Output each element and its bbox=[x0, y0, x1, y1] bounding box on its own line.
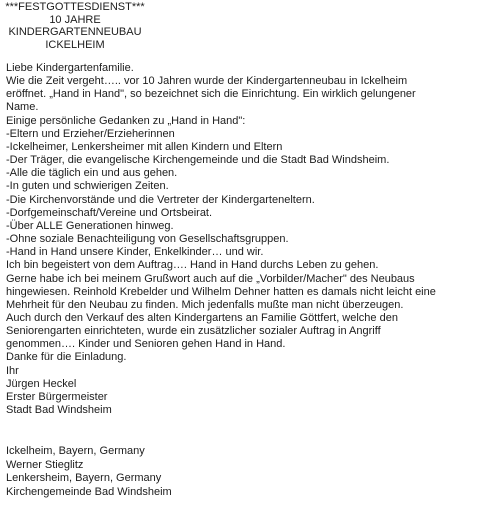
letter-line: Gerne habe ich bei meinem Grußwort auch auf die „Vorbilder/Macher" des Neubaus bbox=[6, 272, 415, 285]
signer-title: Erster Bürgermeister bbox=[6, 390, 108, 403]
letter-line: hingewiesen. Reinhold Krebelder und Wilhelm Dehner hatten es damals nicht leicht eine bbox=[6, 285, 436, 298]
location-line: Ickelheim, Bayern, Germany bbox=[6, 445, 145, 457]
letter-line: Liebe Kindergartenfamilie. bbox=[6, 62, 134, 74]
post-footer bbox=[6, 445, 482, 499]
letter-line: Mehrheit für den Neubau zu finden. Mich jedenfalls mußte man nicht überzeugen. bbox=[6, 298, 404, 311]
author-organization: Kirchengemeinde Bad Windsheim bbox=[6, 485, 172, 498]
letter-line: -Ohne soziale Benachteiligung von Gesellschaftsgruppen. bbox=[6, 233, 289, 246]
header-title: ***FESTGOTTESDIENST*** bbox=[5, 1, 145, 13]
letter-line: Wie die Zeit vergeht….. vor 10 Jahren wurde der Kindergartenneubau in Ickelheim bbox=[6, 75, 408, 88]
letter-line: -Der Träger, die evangelische Kirchengemeinde und die Stadt Bad Windsheim. bbox=[6, 154, 390, 167]
signer-name: Jürgen Heckel bbox=[6, 377, 77, 390]
letter-line: -Hand in Hand unsere Kinder, Enkelkinder… und wir. bbox=[6, 246, 264, 259]
letter-line: -Dorfgemeinschaft/Vereine und Ortsbeirat. bbox=[6, 206, 213, 219]
letter-line: Einige persönliche Gedanken zu „Hand in Hand": bbox=[6, 114, 246, 127]
letter-line: -In guten und schwierigen Zeiten. bbox=[6, 180, 169, 193]
letter-line: Seniorengarten einrichteten, wurde ein zusätzlicher sozialer Auftrag in Angriff bbox=[6, 325, 381, 338]
header-anniversary: 10 JAHRE bbox=[49, 13, 101, 26]
letter-body bbox=[6, 62, 482, 417]
letter-line: Ihr bbox=[6, 364, 19, 377]
header-subject: KINDERGARTENNEUBAU bbox=[8, 26, 142, 39]
letter-line: Danke für die Einladung. bbox=[6, 351, 127, 364]
letter-line: -Die Kirchenvorstände und die Vertreter der Kindergarteneltern. bbox=[6, 193, 315, 206]
letter-line: -Alle die täglich ein und aus gehen. bbox=[6, 167, 178, 180]
letter-line: -Eltern und Erzieher/Erzieherinnen bbox=[6, 127, 175, 140]
post-header bbox=[0, 1, 150, 52]
letter-line: genommen…. Kinder und Senioren gehen Hand in Hand. bbox=[6, 338, 286, 351]
letter-line: eröffnet. „Hand in Hand", so bezeichnet sich die Einrichtung. Ein wirklich gelungener bbox=[6, 88, 416, 101]
letter-line: Auch durch den Verkauf des alten Kindergartens an Familie Göttfert, welche den bbox=[6, 311, 398, 324]
header-location: ICKELHEIM bbox=[45, 39, 105, 52]
letter-line: -Über ALLE Generationen hinweg. bbox=[6, 219, 174, 232]
signer-organization: Stadt Bad Windsheim bbox=[6, 404, 112, 417]
letter-line: -Ickelheimer, Lenkersheimer mit allen Kindern und Eltern bbox=[6, 140, 283, 153]
location-line: Lenkersheim, Bayern, Germany bbox=[6, 472, 162, 485]
letter-line: Ich bin begeistert von dem Auftrag…. Hand in Hand durchs Leben zu gehen. bbox=[6, 259, 379, 272]
author-name: Werner Stieglitz bbox=[6, 458, 84, 471]
letter-line: Name. bbox=[6, 101, 39, 114]
